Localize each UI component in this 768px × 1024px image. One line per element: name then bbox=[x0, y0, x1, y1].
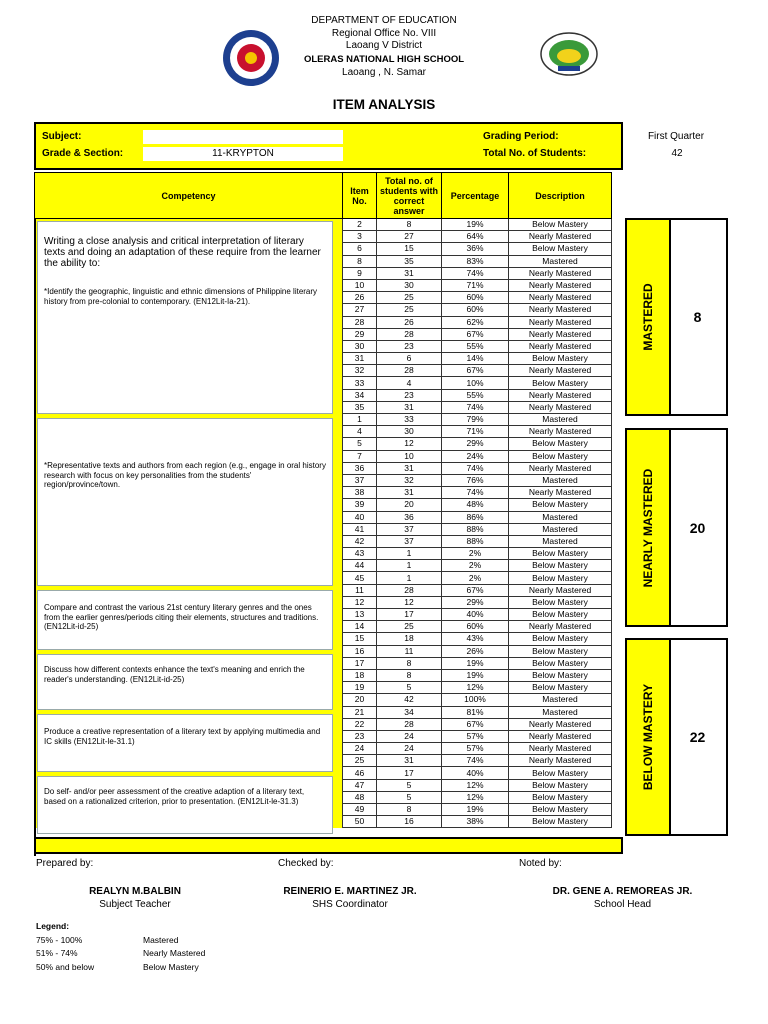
item-no: 5 bbox=[343, 438, 377, 450]
correct-count: 23 bbox=[377, 389, 442, 401]
prepared-role: Subject Teacher bbox=[99, 899, 171, 910]
correct-count: 6 bbox=[377, 353, 442, 365]
description: Below Mastery bbox=[509, 791, 612, 803]
legend-label-1: Mastered bbox=[143, 935, 179, 945]
students-label: Total No. of Students: bbox=[483, 148, 587, 159]
item-no: 16 bbox=[343, 645, 377, 657]
correct-count: 42 bbox=[377, 694, 442, 706]
item-no: 21 bbox=[343, 706, 377, 718]
info-box bbox=[34, 122, 705, 170]
summary-nearly-band bbox=[627, 430, 671, 625]
percentage: 29% bbox=[442, 438, 509, 450]
item-no: 42 bbox=[343, 535, 377, 547]
percentage: 36% bbox=[442, 243, 509, 255]
correct-count: 34 bbox=[377, 706, 442, 718]
item-no: 35 bbox=[343, 401, 377, 413]
description: Nearly Mastered bbox=[509, 426, 612, 438]
correct-count: 4 bbox=[377, 377, 442, 389]
percentage: 55% bbox=[442, 389, 509, 401]
item-no: 25 bbox=[343, 755, 377, 767]
competency-3-text: Compare and contrast the various 21st century literary genres and the ones from the earlier genres/periods citing their elements, structures and traditions. (EN12Lit-id-25) bbox=[44, 603, 319, 631]
description: Nearly Mastered bbox=[509, 389, 612, 401]
description: Nearly Mastered bbox=[509, 292, 612, 304]
competency-5 bbox=[37, 714, 333, 772]
correct-count: 25 bbox=[377, 304, 442, 316]
item-no: 32 bbox=[343, 365, 377, 377]
percentage: 2% bbox=[442, 548, 509, 560]
summary-below-count: 22 bbox=[689, 729, 706, 745]
percentage: 2% bbox=[442, 560, 509, 572]
item-no: 23 bbox=[343, 730, 377, 742]
correct-count: 31 bbox=[377, 401, 442, 413]
percentage: 67% bbox=[442, 365, 509, 377]
percentage: 55% bbox=[442, 340, 509, 352]
item-no: 17 bbox=[343, 657, 377, 669]
description: Nearly Mastered bbox=[509, 743, 612, 755]
legend-range-2: 51% - 74% bbox=[36, 948, 78, 958]
competency-5-text: Produce a creative representation of a literary text by applying multimedia and IC skills (EN12Lit-le-31.1) bbox=[44, 727, 321, 746]
description: Nearly Mastered bbox=[509, 365, 612, 377]
description: Mastered bbox=[509, 255, 612, 267]
summary-mastered-label: MASTERED bbox=[641, 283, 655, 351]
description: Nearly Mastered bbox=[509, 730, 612, 742]
description: Below Mastery bbox=[509, 596, 612, 608]
description: Mastered bbox=[509, 706, 612, 718]
item-no: 18 bbox=[343, 669, 377, 681]
description: Below Mastery bbox=[509, 560, 612, 572]
description: Nearly Mastered bbox=[509, 231, 612, 243]
description: Nearly Mastered bbox=[509, 584, 612, 596]
item-no: 7 bbox=[343, 450, 377, 462]
item-no: 45 bbox=[343, 572, 377, 584]
students-field[interactable]: 42 bbox=[625, 147, 729, 161]
competency-6 bbox=[37, 776, 333, 834]
correct-count: 1 bbox=[377, 560, 442, 572]
percentage: 19% bbox=[442, 804, 509, 816]
checked-label: Checked by: bbox=[278, 858, 334, 869]
description: Below Mastery bbox=[509, 804, 612, 816]
item-no: 40 bbox=[343, 511, 377, 523]
prepared-label: Prepared by: bbox=[36, 858, 94, 869]
item-no: 49 bbox=[343, 804, 377, 816]
percentage: 43% bbox=[442, 633, 509, 645]
percentage: 60% bbox=[442, 292, 509, 304]
correct-count: 10 bbox=[377, 450, 442, 462]
percentage: 67% bbox=[442, 718, 509, 730]
item-no: 28 bbox=[343, 316, 377, 328]
summary-below-label: BELOW MASTERY bbox=[641, 683, 655, 791]
legend-title: Legend: bbox=[36, 921, 70, 931]
description: Mastered bbox=[509, 414, 612, 426]
percentage: 29% bbox=[442, 596, 509, 608]
percentage: 67% bbox=[442, 328, 509, 340]
item-no: 41 bbox=[343, 523, 377, 535]
item-no: 15 bbox=[343, 633, 377, 645]
competency-4 bbox=[37, 654, 333, 710]
summary-mastered bbox=[625, 218, 728, 416]
correct-count: 28 bbox=[377, 328, 442, 340]
description: Below Mastery bbox=[509, 816, 612, 828]
correct-count: 26 bbox=[377, 316, 442, 328]
deped-seal-icon bbox=[222, 29, 280, 87]
competency-1-intro: Writing a close analysis and critical interpretation of literary texts and doing an adaptation of these require from the learner the ability to: bbox=[44, 236, 321, 269]
correct-count: 24 bbox=[377, 743, 442, 755]
correct-count: 30 bbox=[377, 426, 442, 438]
percentage: 76% bbox=[442, 474, 509, 486]
percentage: 79% bbox=[442, 414, 509, 426]
period-label: Grading Period: bbox=[483, 131, 559, 142]
correct-count: 33 bbox=[377, 414, 442, 426]
correct-count: 31 bbox=[377, 755, 442, 767]
item-no: 6 bbox=[343, 243, 377, 255]
percentage: 12% bbox=[442, 779, 509, 791]
page-title: ITEM ANALYSIS bbox=[332, 97, 436, 112]
correct-count: 23 bbox=[377, 340, 442, 352]
correct-count: 30 bbox=[377, 279, 442, 291]
col-description: Description bbox=[509, 173, 612, 219]
percentage: 62% bbox=[442, 316, 509, 328]
percentage: 86% bbox=[442, 511, 509, 523]
correct-count: 12 bbox=[377, 596, 442, 608]
dept-name: DEPARTMENT OF EDUCATION bbox=[311, 15, 457, 26]
item-no: 44 bbox=[343, 560, 377, 572]
legend-range-1: 75% - 100% bbox=[36, 935, 83, 945]
description: Nearly Mastered bbox=[509, 304, 612, 316]
description: Below Mastery bbox=[509, 572, 612, 584]
item-no: 13 bbox=[343, 609, 377, 621]
competency-2 bbox=[37, 418, 333, 586]
percentage: 88% bbox=[442, 535, 509, 547]
description: Below Mastery bbox=[509, 779, 612, 791]
description: Below Mastery bbox=[509, 633, 612, 645]
percentage: 12% bbox=[442, 791, 509, 803]
description: Nearly Mastered bbox=[509, 267, 612, 279]
percentage: 71% bbox=[442, 426, 509, 438]
item-no: 30 bbox=[343, 340, 377, 352]
competency-6-text: Do self- and/or peer assessment of the creative adaption of a literary text, based on a rationalized criterion, prior to presentation. (EN12Lit-le-31.3) bbox=[44, 787, 305, 806]
correct-count: 18 bbox=[377, 633, 442, 645]
item-no: 19 bbox=[343, 682, 377, 694]
percentage: 64% bbox=[442, 231, 509, 243]
description: Nearly Mastered bbox=[509, 462, 612, 474]
col-competency: Competency bbox=[35, 173, 343, 219]
item-no: 43 bbox=[343, 548, 377, 560]
school-seal-icon bbox=[540, 32, 598, 76]
correct-count: 36 bbox=[377, 511, 442, 523]
description: Below Mastery bbox=[509, 669, 612, 681]
correct-count: 8 bbox=[377, 804, 442, 816]
percentage: 67% bbox=[442, 584, 509, 596]
item-no: 38 bbox=[343, 487, 377, 499]
description: Below Mastery bbox=[509, 499, 612, 511]
competency-1 bbox=[37, 221, 333, 414]
percentage: 19% bbox=[442, 657, 509, 669]
description: Nearly Mastered bbox=[509, 755, 612, 767]
noted-label: Noted by: bbox=[519, 858, 562, 869]
item-no: 20 bbox=[343, 694, 377, 706]
district-name: Laoang V District bbox=[345, 40, 423, 51]
description: Nearly Mastered bbox=[509, 316, 612, 328]
checked-name: REINERIO E. MARTINEZ JR. bbox=[283, 886, 417, 897]
item-no: 37 bbox=[343, 474, 377, 486]
grade-field[interactable]: 11-KRYPTON bbox=[143, 147, 343, 161]
item-no: 4 bbox=[343, 426, 377, 438]
correct-count: 17 bbox=[377, 609, 442, 621]
description: Below Mastery bbox=[509, 645, 612, 657]
prepared-name: REALYN M.BALBIN bbox=[89, 886, 181, 897]
correct-count: 31 bbox=[377, 487, 442, 499]
summary-mastered-band bbox=[627, 220, 671, 414]
percentage: 100% bbox=[442, 694, 509, 706]
legend-label-3: Below Mastery bbox=[143, 962, 199, 972]
correct-count: 32 bbox=[377, 474, 442, 486]
percentage: 74% bbox=[442, 462, 509, 474]
description: Below Mastery bbox=[509, 682, 612, 694]
item-no: 29 bbox=[343, 328, 377, 340]
description: Nearly Mastered bbox=[509, 279, 612, 291]
percentage: 71% bbox=[442, 279, 509, 291]
percentage: 10% bbox=[442, 377, 509, 389]
description: Below Mastery bbox=[509, 767, 612, 779]
item-no: 50 bbox=[343, 816, 377, 828]
correct-count: 5 bbox=[377, 779, 442, 791]
percentage: 19% bbox=[442, 669, 509, 681]
percentage: 57% bbox=[442, 743, 509, 755]
col-percentage: Percentage bbox=[442, 173, 509, 219]
percentage: 81% bbox=[442, 706, 509, 718]
correct-count: 5 bbox=[377, 682, 442, 694]
item-no: 39 bbox=[343, 499, 377, 511]
item-no: 14 bbox=[343, 621, 377, 633]
noted-name: DR. GENE A. REMOREAS JR. bbox=[552, 886, 693, 897]
correct-count: 11 bbox=[377, 645, 442, 657]
noted-role: School Head bbox=[593, 899, 652, 910]
description: Nearly Mastered bbox=[509, 340, 612, 352]
percentage: 60% bbox=[442, 304, 509, 316]
percentage: 40% bbox=[442, 767, 509, 779]
percentage: 12% bbox=[442, 682, 509, 694]
competency-4-text: Discuss how different contexts enhance the text's meaning and enrich the reader's understanding. (EN12Lit-id-25) bbox=[44, 665, 305, 684]
description: Below Mastery bbox=[509, 438, 612, 450]
correct-count: 24 bbox=[377, 730, 442, 742]
item-no: 9 bbox=[343, 267, 377, 279]
grade-label: Grade & Section: bbox=[42, 148, 124, 159]
description: Below Mastery bbox=[509, 657, 612, 669]
percentage: 2% bbox=[442, 572, 509, 584]
description: Below Mastery bbox=[509, 243, 612, 255]
percentage: 60% bbox=[442, 621, 509, 633]
school-name: OLERAS NATIONAL HIGH SCHOOL bbox=[303, 54, 465, 65]
item-no: 36 bbox=[343, 462, 377, 474]
item-no: 1 bbox=[343, 414, 377, 426]
summary-nearly-label: NEARLY MASTERED bbox=[641, 468, 655, 587]
correct-count: 27 bbox=[377, 231, 442, 243]
description: Below Mastery bbox=[509, 377, 612, 389]
description: Nearly Mastered bbox=[509, 718, 612, 730]
item-no: 27 bbox=[343, 304, 377, 316]
correct-count: 8 bbox=[377, 669, 442, 681]
item-no: 2 bbox=[343, 219, 377, 231]
col-correct: Total no. of students with correct answer bbox=[377, 173, 442, 219]
percentage: 40% bbox=[442, 609, 509, 621]
summary-nearly-count: 20 bbox=[689, 519, 706, 536]
item-no: 3 bbox=[343, 231, 377, 243]
percentage: 74% bbox=[442, 755, 509, 767]
description: Mastered bbox=[509, 474, 612, 486]
item-no: 47 bbox=[343, 779, 377, 791]
description: Below Mastery bbox=[509, 548, 612, 560]
correct-count: 16 bbox=[377, 816, 442, 828]
region-name: Regional Office No. VIII bbox=[331, 28, 437, 39]
school-address: Laoang , N. Samar bbox=[342, 67, 426, 78]
description: Nearly Mastered bbox=[509, 401, 612, 413]
subject-field[interactable] bbox=[143, 130, 343, 144]
item-no: 48 bbox=[343, 791, 377, 803]
correct-count: 12 bbox=[377, 438, 442, 450]
percentage: 38% bbox=[442, 816, 509, 828]
checked-role: SHS Coordinator bbox=[312, 899, 388, 910]
percentage: 48% bbox=[442, 499, 509, 511]
correct-count: 28 bbox=[377, 718, 442, 730]
percentage: 26% bbox=[442, 645, 509, 657]
table-left-border bbox=[34, 218, 36, 856]
percentage: 14% bbox=[442, 353, 509, 365]
correct-count: 28 bbox=[377, 365, 442, 377]
col-item: Item No. bbox=[343, 173, 377, 219]
correct-count: 25 bbox=[377, 292, 442, 304]
item-no: 34 bbox=[343, 389, 377, 401]
item-no: 24 bbox=[343, 743, 377, 755]
description: Nearly Mastered bbox=[509, 487, 612, 499]
correct-count: 8 bbox=[377, 219, 442, 231]
competency-2-text: *Representative texts and authors from each region (e.g., engage in oral history research with focus on key personalities from the students' region/province/town. bbox=[44, 461, 326, 489]
correct-count: 1 bbox=[377, 548, 442, 560]
correct-count: 37 bbox=[377, 535, 442, 547]
percentage: 74% bbox=[442, 401, 509, 413]
percentage: 74% bbox=[442, 487, 509, 499]
item-no: 22 bbox=[343, 718, 377, 730]
correct-count: 28 bbox=[377, 584, 442, 596]
correct-count: 25 bbox=[377, 621, 442, 633]
subject-label: Subject: bbox=[42, 131, 82, 142]
item-no: 12 bbox=[343, 596, 377, 608]
correct-count: 37 bbox=[377, 523, 442, 535]
item-no: 26 bbox=[343, 292, 377, 304]
period-field[interactable]: First Quarter bbox=[624, 130, 728, 144]
legend-range-3: 50% and below bbox=[36, 962, 95, 972]
percentage: 83% bbox=[442, 255, 509, 267]
description: Mastered bbox=[509, 523, 612, 535]
item-no: 8 bbox=[343, 255, 377, 267]
description: Mastered bbox=[509, 535, 612, 547]
item-no: 31 bbox=[343, 353, 377, 365]
summary-below-mastery bbox=[625, 638, 728, 836]
summary-nearly-mastered bbox=[625, 428, 728, 627]
correct-count: 5 bbox=[377, 791, 442, 803]
description: Nearly Mastered bbox=[509, 328, 612, 340]
item-no: 33 bbox=[343, 377, 377, 389]
correct-count: 1 bbox=[377, 572, 442, 584]
percentage: 19% bbox=[442, 219, 509, 231]
item-no: 46 bbox=[343, 767, 377, 779]
description: Mastered bbox=[509, 694, 612, 706]
correct-count: 8 bbox=[377, 657, 442, 669]
correct-count: 35 bbox=[377, 255, 442, 267]
description: Below Mastery bbox=[509, 353, 612, 365]
summary-below-band bbox=[627, 640, 671, 834]
item-no: 11 bbox=[343, 584, 377, 596]
description: Below Mastery bbox=[509, 219, 612, 231]
description: Nearly Mastered bbox=[509, 621, 612, 633]
summary-mastered-count: 8 bbox=[693, 309, 702, 325]
competency-1-text: *Identify the geographic, linguistic and ethnic dimensions of Philippine literary history from pre-colonial to contemporary. (EN12Lit-Ia-21). bbox=[44, 287, 318, 306]
correct-count: 17 bbox=[377, 767, 442, 779]
correct-count: 31 bbox=[377, 267, 442, 279]
item-no: 10 bbox=[343, 279, 377, 291]
description: Mastered bbox=[509, 511, 612, 523]
legend-label-2: Nearly Mastered bbox=[143, 948, 206, 958]
table-footer-band bbox=[34, 837, 623, 854]
description: Below Mastery bbox=[509, 450, 612, 462]
percentage: 74% bbox=[442, 267, 509, 279]
correct-count: 15 bbox=[377, 243, 442, 255]
percentage: 88% bbox=[442, 523, 509, 535]
correct-count: 31 bbox=[377, 462, 442, 474]
competency-3 bbox=[37, 590, 333, 650]
percentage: 57% bbox=[442, 730, 509, 742]
percentage: 24% bbox=[442, 450, 509, 462]
correct-count: 20 bbox=[377, 499, 442, 511]
description: Below Mastery bbox=[509, 609, 612, 621]
